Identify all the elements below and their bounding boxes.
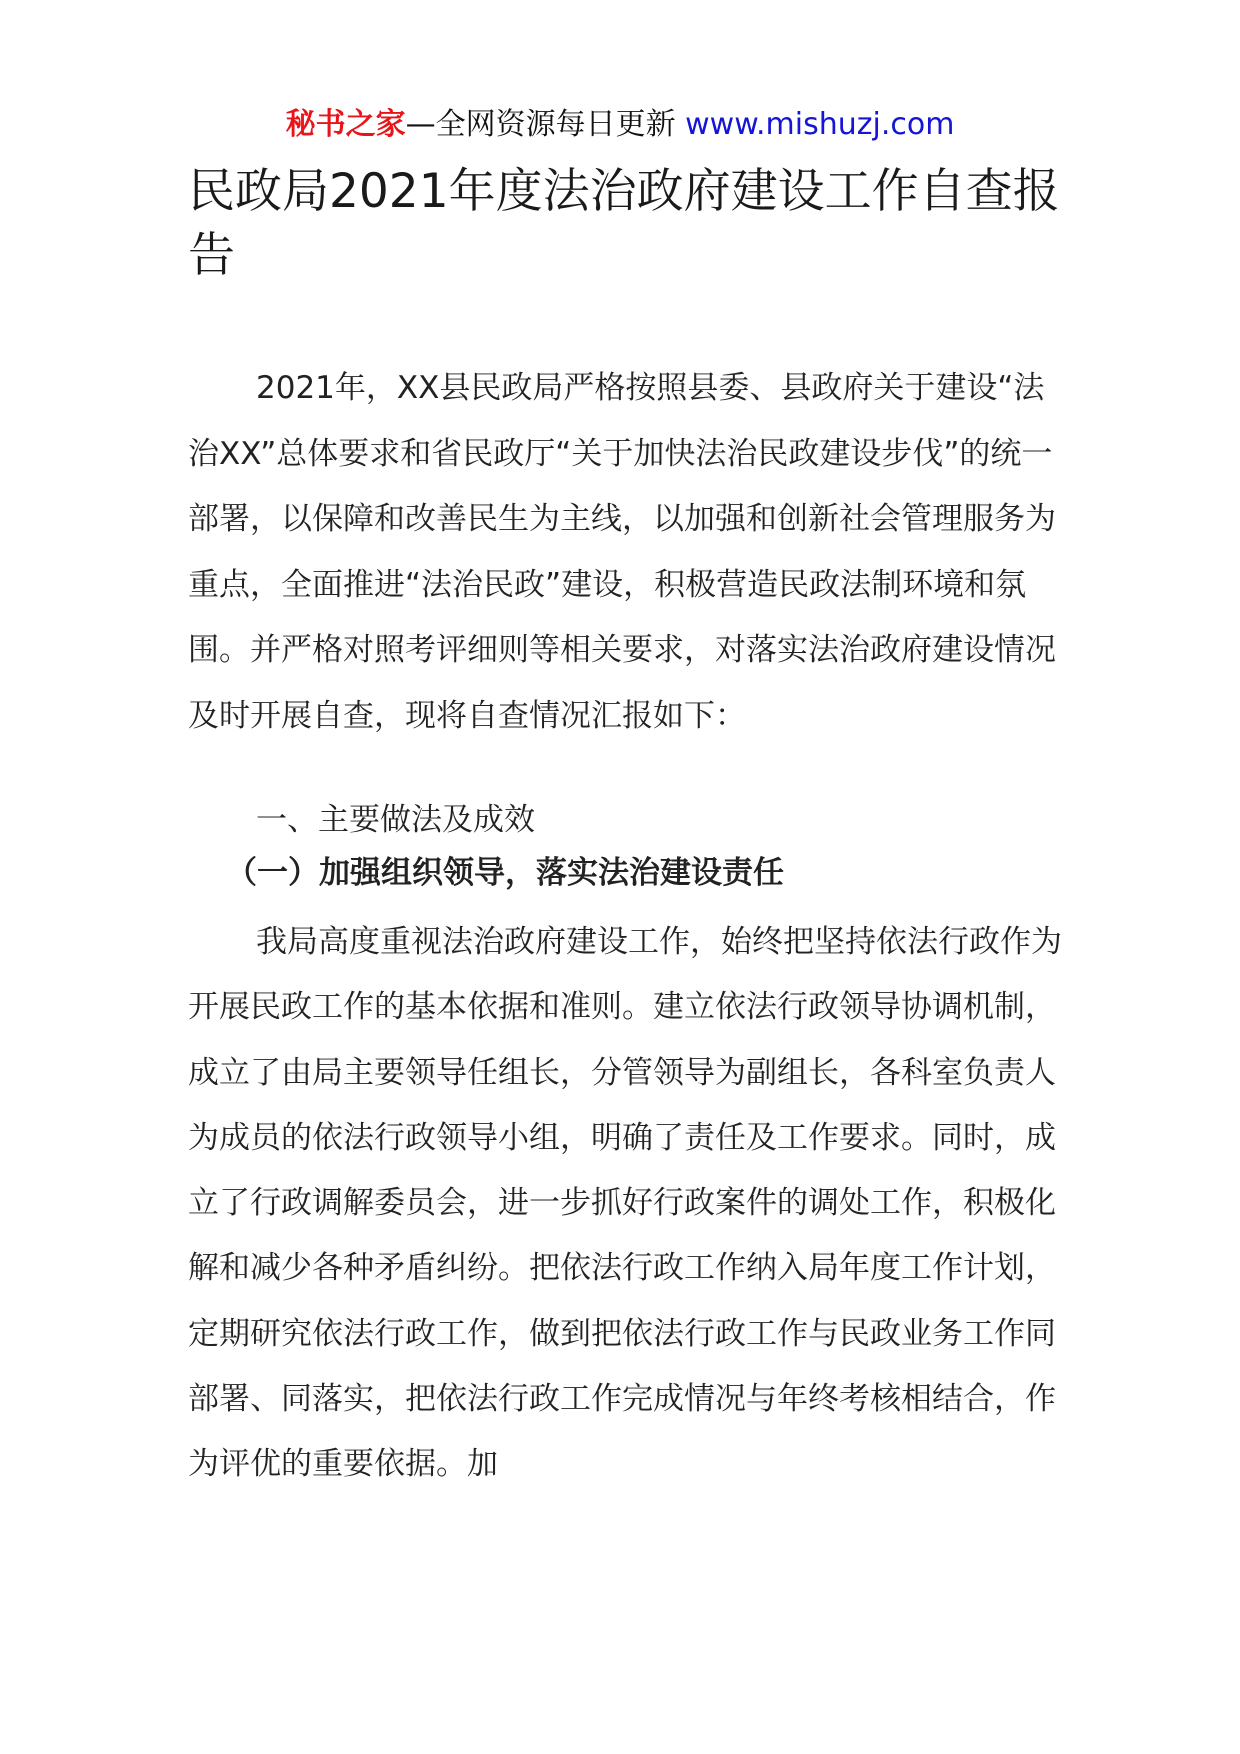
site-name: 秘书之家 — [285, 107, 406, 142]
body-paragraph: 我局高度重视法治政府建设工作，始终把坚持依法行政作为开展民政工作的基本依据和准则。建立依法行政领导协调机制，成立了由局主要领导任组长，分管领导为副组长，各科室负责人为成员的依法行政领导小组，明确了责任及工作要求。同时，成立了行政调解委员会，进一步抓好行政案件的调处工作，积极化解和减少各种矛盾纠纷。把依法行政工作纳入局年度工作计划，定期研究依法行政工作，做到把依法行政工作与民政业务工作同部署、同落实，把依法行政工作完成情况与年终考核相结合，作为评优的重要依据。加 — [188, 924, 1062, 1483]
document-title: 民政局2021年度法治政府建设工作自查报告 — [188, 164, 1060, 283]
site-slogan: —全网资源每日更新 — [405, 107, 676, 142]
subsection-heading: （一）加强组织领导，落实法治建设责任 — [226, 855, 784, 891]
intro-paragraph: 2021年，XX县民政局严格按照县委、县政府关于建设“法治XX”总体要求和省民政厅“关于加快法治民政建设步伐”的统一部署，以保障和改善民生为主线，以加强和创新社会管理服务为重点，全面推进“法治民政”建设，积极营造民政法制环境和氛围。并严格对照考评细则等相关要求，对落实法治政府建设情况及时开展自查，现将自查情况汇报如下： — [188, 370, 1056, 734]
site-url-link[interactable]: www.mishuzj.com — [685, 107, 955, 142]
section-heading: 一、主要做法及成效 — [256, 802, 535, 838]
site-header — [0, 100, 1240, 150]
